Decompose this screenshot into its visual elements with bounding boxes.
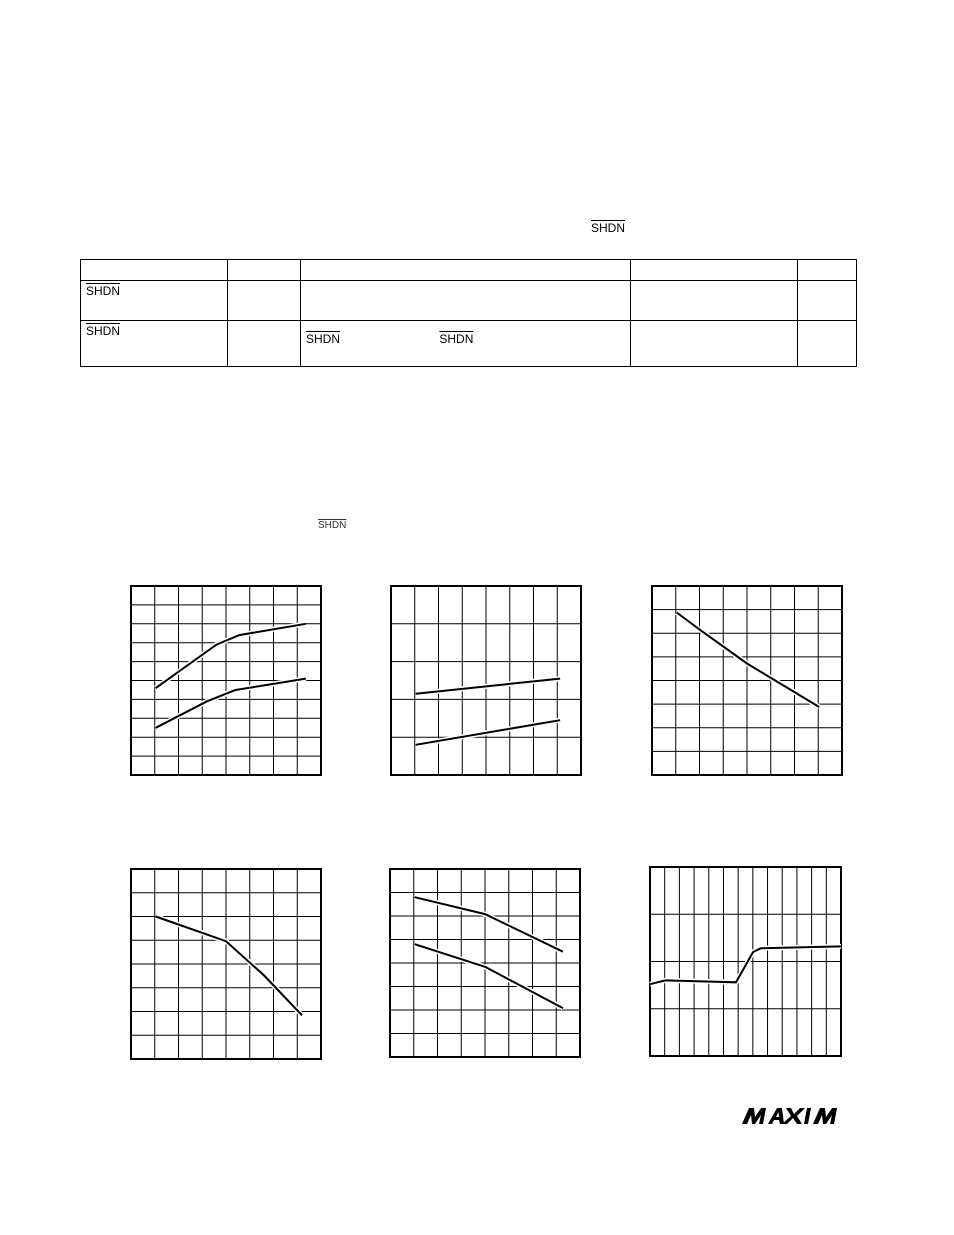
plot-5 [389,868,581,1058]
table-row [81,321,857,367]
table-row [81,281,857,321]
grid [131,869,321,1059]
plot-3 [651,585,843,776]
curve-halo [415,897,563,952]
shdn-label-mid: SHDN [318,520,347,531]
plot-6 [649,866,842,1057]
table-cell-shdn: SHDN [86,324,121,338]
table-cell-shdn: SHDN [86,284,121,298]
curve-halo [156,917,302,1016]
table-header-row [81,260,857,281]
data-series-line [156,917,302,1016]
curve-halo [415,944,563,1008]
table-cell-shdn: SHDN [306,332,341,346]
curve-halo [677,613,820,708]
data-series-line [416,679,560,694]
plot-4 [130,868,322,1060]
shdn-label-top: SHDN [591,221,626,235]
plot-2 [390,585,582,776]
maxim-logo [742,1106,852,1126]
data-series-line [416,720,560,745]
spec-table [80,259,857,367]
plot-1 [130,585,322,776]
table-cell-shdn: SHDN [439,332,474,346]
